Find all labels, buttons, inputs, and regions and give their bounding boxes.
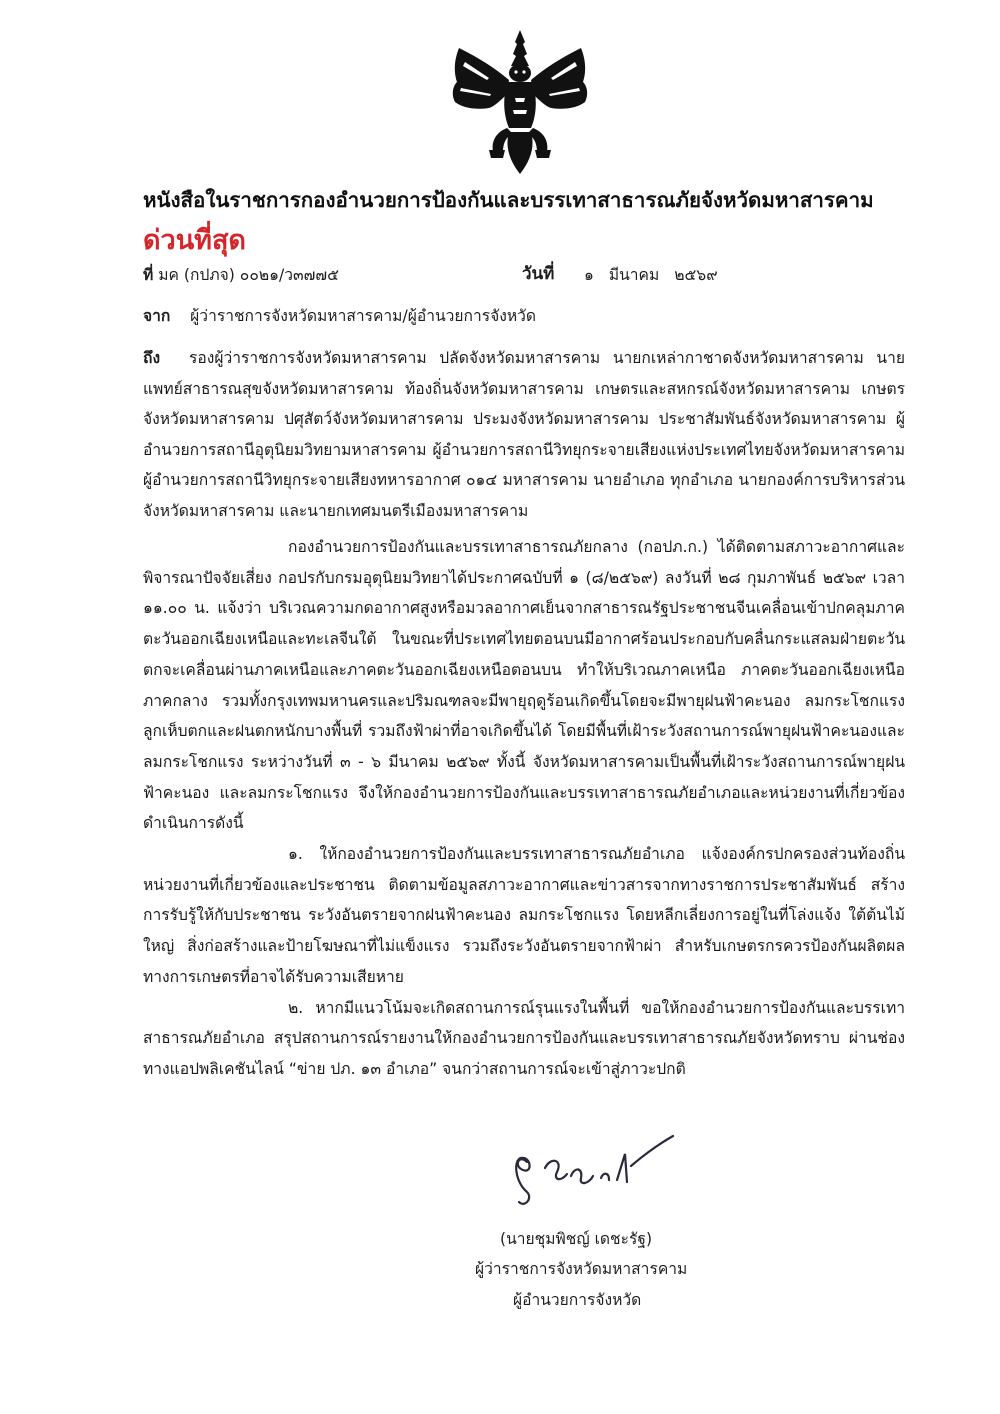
from-label: จาก: [143, 307, 171, 325]
urgency-label: ด่วนที่สุด: [143, 225, 246, 256]
garuda-emblem-icon: [445, 28, 595, 176]
reference-label: ที่: [143, 266, 154, 284]
from-row: [143, 303, 536, 328]
to-recipients: รองผู้ว่าราชการจังหวัดมหาสารคาม ปลัดจังหวัดมหาสารคาม นายกเหล่ากาชาดจังหวัดมหาสารคาม นายแพทย์สาธารณสุขจังหวัดมหาสารคาม ท้องถิ่นจังหวัดมหาสารคาม เกษตรและสหกรณ์จังหวัดมหาสารคาม เกษตรจังหวัดมหาสารคาม ปศุสัตว์จังหวัดมหาสารคาม ประมงจังหวัดมหาสารคาม ประชาสัมพันธ์จังหวัดมหาสารคาม ผู้อำนวยการสถานีอุตุนิยมวิทยามหาสารคาม ผู้อำนวยการสถานีวิทยุกระจายเสียงแห่งประเทศไทยจังหวัดมหาสารคาม ผู้อำนวยการสถานีวิทยุกระจายเสียงทหารอากาศ ๐๑๔ มหาสารคาม นายอำเภอ ทุกอำเภอ นายกองค์การบริหารส่วนจังหวัดมหาสารคาม และนายกเทศมนตรีเมืองมหาสารคาม: [143, 349, 905, 520]
signatory-position-director: ผู้อำนวยการจังหวัด: [513, 1291, 642, 1309]
from-value: ผู้ว่าราชการจังหวัดมหาสารคาม/ผู้อำนวยการจังหวัด: [190, 307, 537, 325]
date-label: วันที่: [522, 264, 555, 284]
body-paragraph-intro: กองอำนวยการป้องกันและบรรเทาสาธารณภัยกลาง (กอปภ.ก.) ได้ติดตามสภาวะอากาศและพิจารณาปัจจัยเสี่ยง กอปรกับกรมอุตุนิยมวิทยาได้ประกาศฉบับที่ ๑ (๘/๒๕๖๙) ลงวันที่ ๒๘ กุมภาพันธ์ ๒๕๖๙ เวลา ๑๑.๐๐ น. แจ้งว่า บริเวณความกดอากาศสูงหรือมวลอากาศเย็นจากสาธารณรัฐประชาชนจีนเคลื่อนเข้าปกคลุมภาคตะวันออกเฉียงเหนือและทะเลจีนใต้ ในขณะที่ประเทศไทยตอนบนมีอากาศร้อนประกอบกับคลื่นกระแสลมฝ่ายตะวันตกจะเคลื่อนผ่านภาคเหนือและภาคตะวันออกเฉียงเหนือตอนบน ทำให้บริเวณภาคเหนือ ภาคตะวันออกเฉียงเหนือ ภาคกลาง รวมทั้งกรุงเทพมหานครและปริมณฑลจะมีพายุฤดูร้อนเกิดขึ้นโดยจะมีพายุฝนฟ้าคะนอง ลมกระโชกแรง ลูกเห็บตกและฝนตกหนักบางพื้นที่ รวมถึงฟ้าผ่าที่อาจเกิดขึ้นได้ โดยมีพื้นที่เฝ้าระวังสถานการณ์พายุฝนฟ้าคะนองและลมกระโชกแรง ระหว่างวันที่ ๓ - ๖ มีนาคม ๒๕๖๙ ทั้งนี้ จังหวัดมหาสารคามเป็นพื้นที่เฝ้าระวังสถานการณ์พายุฝนฟ้าคะนอง และลมกระโชกแรง จึงให้กองอำนวยการป้องกันและบรรเทาสาธารณภัยอำเภอและหน่วยงานที่เกี่ยวข้อง ดำเนินการดังนี้: [143, 538, 905, 833]
handwritten-signature-icon: [505, 1132, 685, 1212]
letter-body: [143, 532, 905, 1085]
body-paragraph-item-1: ๑. ให้กองอำนวยการป้องกันและบรรเทาสาธารณภัยอำเภอ แจ้งองค์กรปกครองส่วนท้องถิ่น หน่วยงานที่เกี่ยวข้องและประชาชน ติดตามข้อมูลสภาวะอากาศและข่าวสารจากทางราชการประชาสัมพันธ์ สร้างการรับรู้ให้กับประชาชน ระวังอันตรายจากฝนฟ้าคะนอง ลมกระโชกแรง โดยหลีกเลี่ยงการอยู่ในที่โล่งแจ้ง ใต้ต้นไม้ใหญ่ สิ่งก่อสร้างและป้ายโฆษณาที่ไม่แข็งแรง รวมถึงระวังอันตรายจากฟ้าผ่า สำหรับเกษตรกรควรป้องกันผลิตผลทางการเกษตรที่อาจได้รับความเสียหาย: [143, 845, 905, 986]
document-title: หนังสือในราชการกองอำนวยการป้องกันและบรรเทาสาธารณภัยจังหวัดมหาสารคาม: [143, 188, 874, 212]
reference-number: มค (กปภจ) ๐๐๒๑/ว๓๗๗๕: [158, 266, 339, 284]
body-paragraph-item-2: ๒. หากมีแนวโน้มจะเกิดสถานการณ์รุนแรงในพื้นที่ ขอให้กองอำนวยการป้องกันและบรรเทาสาธารณภัยอำเภอ สรุปสถานการณ์รายงานให้กองอำนวยการป้องกันและบรรเทาสาธารณภัยจังหวัดทราบ ผ่านช่องทางแอปพลิเคชันไลน์ “ข่าย ปภ. ๑๓ อำเภอ” จนกว่าสถานการณ์จะเข้าสู่ภาวะปกติ: [143, 998, 905, 1078]
reference-row: [143, 262, 339, 287]
to-label: ถึง: [143, 349, 161, 367]
signatory-position-governor: ผู้ว่าราชการจังหวัดมหาสารคาม: [475, 1260, 688, 1278]
signatory-name: (นายชุมพิชญ์ เดชะรัฐ): [500, 1230, 653, 1248]
date-value: ๑ มีนาคม ๒๕๖๙: [584, 266, 718, 284]
